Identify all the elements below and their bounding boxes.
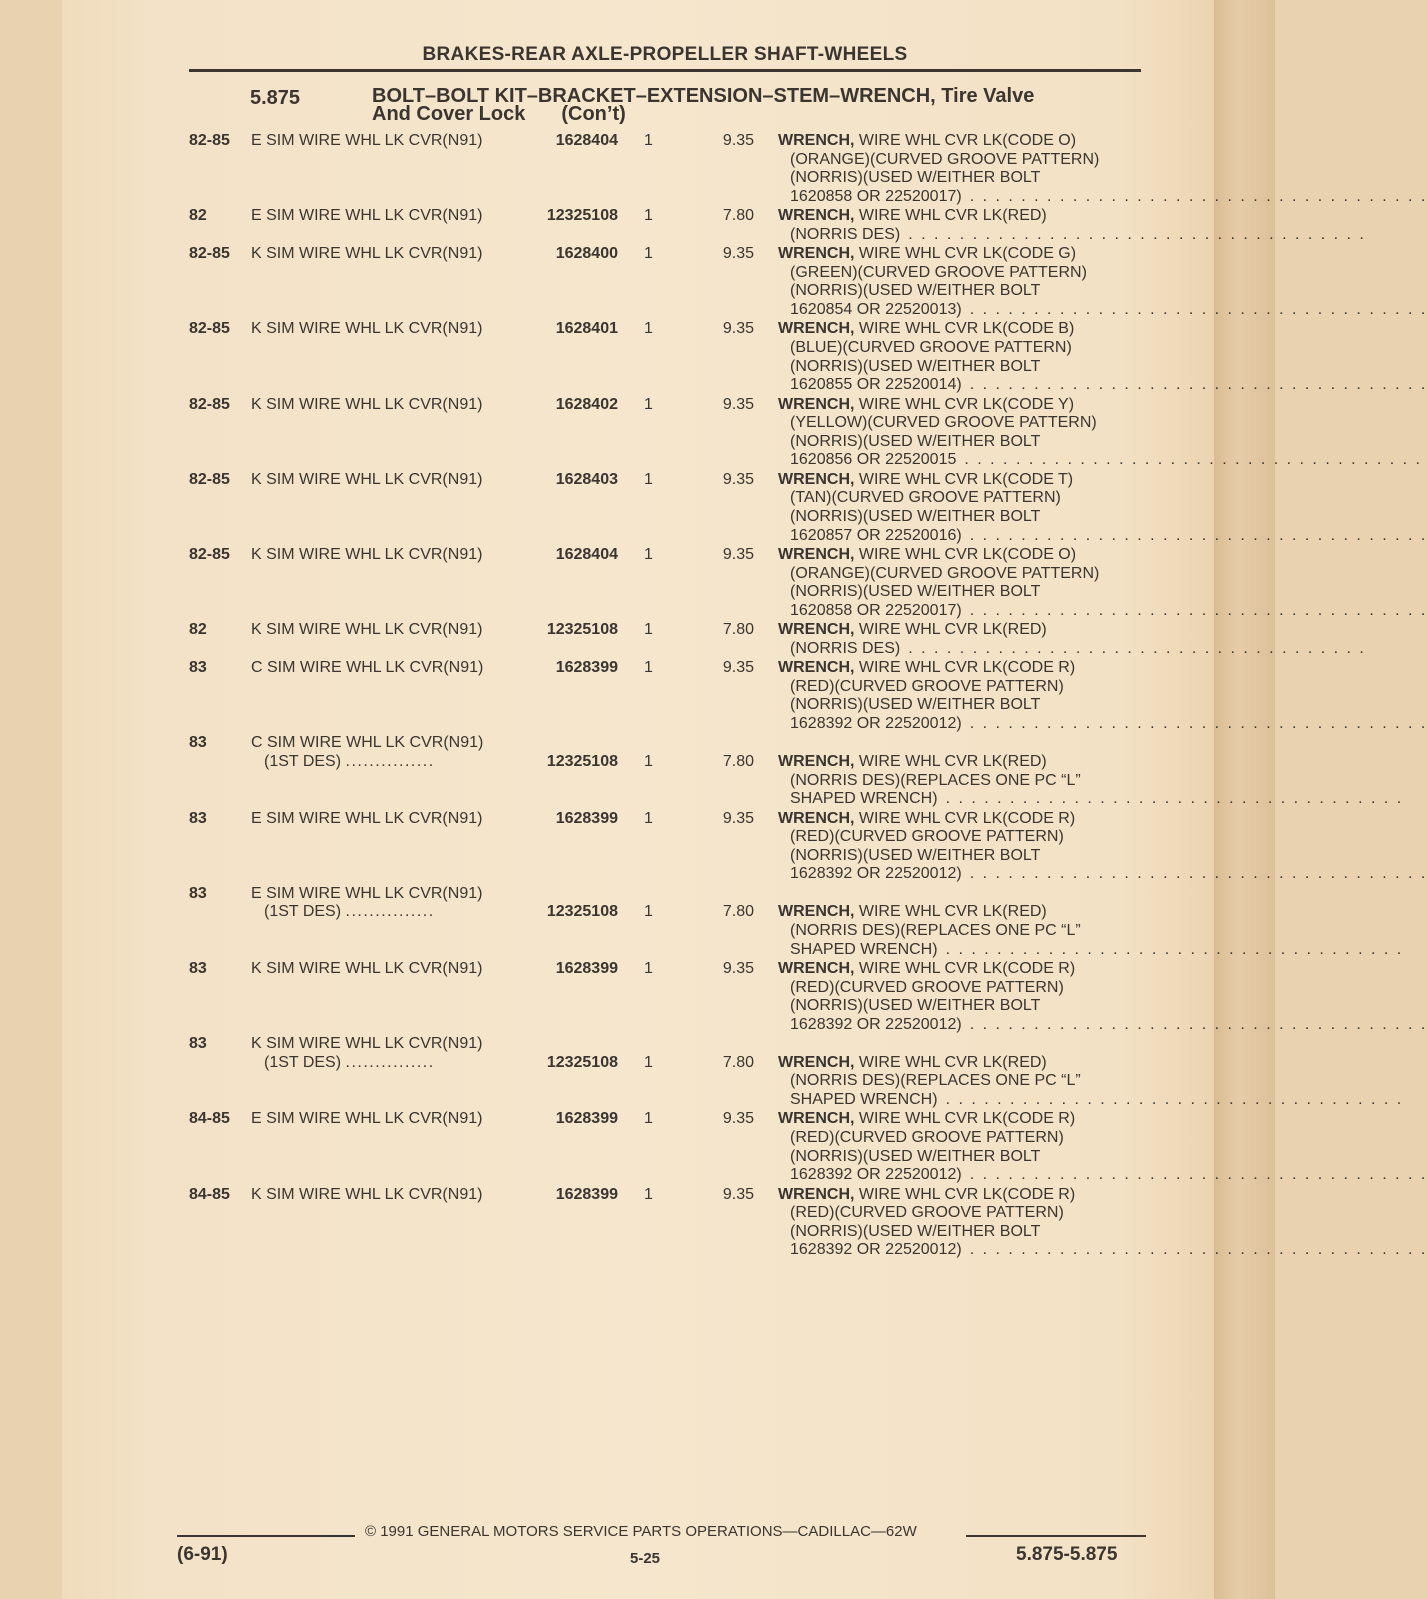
desc-head: WRENCH,	[778, 621, 855, 639]
desc-line: (RED)(CURVED GROOVE PATTERN)	[790, 677, 1064, 695]
model-year: 83	[189, 1035, 207, 1053]
model-description	[251, 245, 482, 264]
part-description: WRENCH, WIRE WHL CVR LK(CODE G) (GREEN)(CURVED GROOVE PATTERN) (NORRIS)(USED W/EITHER BOLT 1620854 OR 22520013) . . . . . . . . . . . . . . . . . . . . . . . . . . . . . . . . . . . .	[778, 245, 1427, 318]
desc-line: (NORRIS)(USED W/EITHER BOLT	[790, 1147, 1041, 1165]
desc-first: WIRE WHL CVR LK(RED)	[854, 621, 1047, 639]
model-year: 82-85	[189, 546, 230, 563]
desc-last: SHAPED WRENCH)	[790, 790, 938, 808]
part-number: 12325108	[546, 903, 618, 921]
desc-head: WRENCH,	[778, 903, 855, 921]
desc-line: (ORANGE)(CURVED GROOVE PATTERN)	[790, 150, 1100, 168]
price: 9.35	[722, 809, 754, 827]
part-number: 1628403	[555, 470, 618, 488]
desc-line: (NORRIS)(USED W/EITHER BOLT	[790, 169, 1041, 187]
model-name: C SIM WIRE WHL LK CVR(N91)	[251, 734, 484, 752]
model-year: 82	[189, 621, 207, 639]
quantity: 1	[644, 752, 653, 770]
desc-first: WIRE WHL CVR LK(RED)	[854, 903, 1047, 921]
model-year: 82-85	[189, 245, 230, 263]
desc-last: (NORRIS DES)	[790, 639, 901, 657]
price: 7.80	[722, 207, 754, 225]
model-description	[251, 659, 483, 678]
desc-head: WRENCH,	[778, 245, 855, 263]
model-description	[251, 960, 482, 979]
desc-first: WIRE WHL CVR LK(CODE R)	[854, 1110, 1076, 1128]
desc-head: WRENCH,	[778, 132, 855, 149]
page-header-title: BRAKES-REAR AXLE-PROPELLER SHAFT-WHEELS	[422, 44, 908, 65]
part-number: 1628399	[555, 1110, 618, 1128]
desc-line: (NORRIS)(USED W/EITHER BOLT	[790, 696, 1041, 714]
desc-head: WRENCH,	[778, 546, 855, 563]
part-description: WRENCH, WIRE WHL CVR LK(CODE R) (RED)(CURVED GROOVE PATTERN) (NORRIS)(USED W/EITHER BOLT 1628392 OR 22520012) . . . . . . . . . . . . . . . . . . . . . . . . . . . . . . . . . . . .	[778, 960, 1427, 1033]
desc-line: (BLUE)(CURVED GROOVE PATTERN)	[790, 338, 1072, 356]
part-number: 1628402	[555, 395, 618, 413]
model-year: 82	[189, 207, 207, 225]
model-description	[251, 1110, 482, 1129]
desc-line: (NORRIS)(USED W/EITHER BOLT	[790, 507, 1041, 525]
desc-head: WRENCH,	[778, 960, 855, 977]
part-number: 12325108	[546, 207, 618, 225]
model-name: C SIM WIRE WHL LK CVR(N91)	[251, 659, 484, 677]
model-name: E SIM WIRE WHL LK CVR(N91)	[251, 132, 483, 149]
desc-line: (RED)(CURVED GROOVE PATTERN)	[790, 1204, 1064, 1222]
section-continued: (Con’t)	[561, 103, 626, 125]
quantity: 1	[644, 132, 653, 149]
footer-copyright: © 1991 GENERAL MOTORS SERVICE PARTS OPERATIONS—CADILLAC—62W	[365, 1523, 917, 1540]
quantity: 1	[644, 395, 653, 413]
quantity: 1	[644, 1185, 653, 1203]
desc-head: WRENCH,	[778, 207, 855, 225]
model-year: 83	[189, 659, 207, 677]
desc-first: WIRE WHL CVR LK(CODE B)	[854, 320, 1075, 338]
price: 9.35	[722, 132, 754, 149]
model-description	[251, 132, 482, 151]
model-year: 82-85	[189, 395, 230, 413]
model-description: C SIM WIRE WHL LK CVR(N91) (1ST DES) ...............	[251, 734, 484, 770]
desc-last: 1620857 OR 22520016)	[790, 526, 962, 544]
desc-line: (RED)(CURVED GROOVE PATTERN)	[790, 978, 1064, 996]
model-name: E SIM WIRE WHL LK CVR(N91)	[251, 1110, 483, 1128]
desc-first: WIRE WHL CVR LK(CODE R)	[854, 1185, 1076, 1203]
desc-head: WRENCH,	[778, 1053, 855, 1071]
price: 9.35	[722, 470, 754, 488]
desc-last: 1620856 OR 22520015	[790, 451, 957, 469]
part-description: WRENCH, WIRE WHL CVR LK(RED) (NORRIS DES) . . . . . . . . . . . . . . . . . . . . . . . . . . . . . . . . . . . .	[778, 621, 1366, 657]
model-name: K SIM WIRE WHL LK CVR(N91)	[251, 546, 483, 563]
section-number: 5.875	[250, 87, 301, 109]
desc-head: WRENCH,	[778, 320, 855, 338]
quantity: 1	[644, 245, 653, 263]
model-name: K SIM WIRE WHL LK CVR(N91)	[251, 1185, 483, 1203]
model-name: E SIM WIRE WHL LK CVR(N91)	[251, 809, 483, 827]
model-year: 83	[189, 809, 207, 827]
desc-line: (RED)(CURVED GROOVE PATTERN)	[790, 828, 1064, 846]
desc-line: (NORRIS)(USED W/EITHER BOLT	[790, 583, 1041, 601]
desc-line: (NORRIS DES)(REPLACES ONE PC “L”	[790, 771, 1081, 789]
part-description: WRENCH, WIRE WHL CVR LK(CODE O) (ORANGE)(CURVED GROOVE PATTERN) (NORRIS)(USED W/EITHER BOLT 1620858 OR 22520017) . . . . . . . . . . . . . . . . . . . . . . . . . . . . . . . . . . . .	[778, 546, 1427, 619]
quantity: 1	[644, 809, 653, 827]
part-description: WRENCH, WIRE WHL CVR LK(RED) (NORRIS DES)(REPLACES ONE PC “L” SHAPED WRENCH) . . . . . . . . . . . . . . . . . . . . . . . . . . . . . . . . . . . .	[778, 1053, 1404, 1108]
model-description: E SIM WIRE WHL LK CVR(N91) (1ST DES) ...............	[251, 884, 483, 921]
part-description: WRENCH, WIRE WHL CVR LK(CODE R) (RED)(CURVED GROOVE PATTERN) (NORRIS)(USED W/EITHER BOLT 1628392 OR 22520012) . . . . . . . . . . . . . . . . . . . . . . . . . . . . . . . . . . . .	[778, 1185, 1427, 1259]
desc-last: 1628392 OR 22520012)	[790, 865, 962, 883]
desc-head: WRENCH,	[778, 1185, 855, 1203]
model-name: K SIM WIRE WHL LK CVR(N91)	[251, 470, 483, 488]
model-description	[251, 1186, 482, 1205]
model-sub: (1ST DES)	[264, 752, 342, 770]
part-description: WRENCH, WIRE WHL CVR LK(RED) (NORRIS DES)(REPLACES ONE PC “L” SHAPED WRENCH) . . . . . . . . . . . . . . . . . . . . . . . . . . . . . . . . . . . .	[778, 752, 1404, 808]
part-description: WRENCH, WIRE WHL CVR LK(CODE R) (RED)(CURVED GROOVE PATTERN) (NORRIS)(USED W/EITHER BOLT 1628392 OR 22520012) . . . . . . . . . . . . . . . . . . . . . . . . . . . . . . . . . . . .	[778, 809, 1427, 883]
model-name: E SIM WIRE WHL LK CVR(N91)	[251, 884, 483, 902]
desc-last: 1628392 OR 22520012)	[790, 1015, 962, 1033]
price: 9.35	[722, 395, 754, 413]
quantity: 1	[644, 207, 653, 225]
model-description	[251, 320, 482, 339]
quantity: 1	[644, 1053, 653, 1071]
desc-line: (RED)(CURVED GROOVE PATTERN)	[790, 1128, 1064, 1146]
desc-first: WIRE WHL CVR LK(CODE Y)	[854, 395, 1075, 413]
footer-rule-left	[177, 1535, 355, 1537]
desc-last: 1620858 OR 22520017)	[790, 187, 962, 205]
desc-last: 1620855 OR 22520014)	[790, 376, 962, 394]
desc-head: WRENCH,	[778, 395, 855, 413]
desc-first: WIRE WHL CVR LK(RED)	[854, 1053, 1047, 1071]
model-name: K SIM WIRE WHL LK CVR(N91)	[251, 1035, 483, 1053]
quantity: 1	[644, 470, 653, 488]
footer-rule-right	[966, 1535, 1146, 1537]
model-year: 82-85	[189, 320, 230, 338]
desc-last: SHAPED WRENCH)	[790, 1090, 938, 1108]
footer-page-number: 5-25	[630, 1550, 661, 1567]
desc-line: (ORANGE)(CURVED GROOVE PATTERN)	[790, 564, 1100, 582]
quantity: 1	[644, 1110, 653, 1128]
price: 9.35	[722, 1185, 754, 1203]
part-description: WRENCH, WIRE WHL CVR LK(CODE B) (BLUE)(CURVED GROOVE PATTERN) (NORRIS)(USED W/EITHER BOLT 1620855 OR 22520014) . . . . . . . . . . . . . . . . . . . . . . . . . . . . . . . . . . . .	[778, 320, 1427, 394]
model-name: K SIM WIRE WHL LK CVR(N91)	[251, 245, 483, 263]
price: 9.35	[722, 320, 754, 338]
part-number: 1628399	[555, 809, 618, 827]
desc-line: (NORRIS)(USED W/EITHER BOLT	[790, 282, 1041, 300]
desc-first: WIRE WHL CVR LK(CODE T)	[854, 470, 1074, 488]
desc-first: WIRE WHL CVR LK(CODE R)	[854, 809, 1076, 827]
model-name: K SIM WIRE WHL LK CVR(N91)	[251, 960, 483, 977]
desc-first: WIRE WHL CVR LK(RED)	[854, 752, 1047, 770]
part-description: WRENCH, WIRE WHL CVR LK(CODE R) (RED)(CURVED GROOVE PATTERN) (NORRIS)(USED W/EITHER BOLT 1628392 OR 22520012) . . . . . . . . . . . . . . . . . . . . . . . . . . . . . . . . . . . .	[778, 1110, 1427, 1184]
price: 9.35	[722, 245, 754, 263]
model-description	[251, 471, 482, 490]
desc-last: 1620854 OR 22520013)	[790, 300, 962, 318]
desc-first: WIRE WHL CVR LK(CODE G)	[854, 245, 1077, 263]
desc-head: WRENCH,	[778, 470, 855, 488]
model-year: 83	[189, 734, 207, 752]
part-description: WRENCH, WIRE WHL CVR LK(RED) (NORRIS DES)(REPLACES ONE PC “L” SHAPED WRENCH) . . . . . . . . . . . . . . . . . . . . . . . . . . . . . . . . . . . .	[778, 903, 1404, 958]
desc-line: (NORRIS DES)(REPLACES ONE PC “L”	[790, 1072, 1081, 1090]
price: 9.35	[722, 546, 754, 563]
model-year: 84-85	[189, 1185, 230, 1203]
header-rule	[189, 69, 1141, 72]
desc-last: 1628392 OR 22520012)	[790, 714, 962, 732]
model-description	[251, 207, 482, 226]
part-number: 1628400	[555, 245, 618, 263]
model-name: K SIM WIRE WHL LK CVR(N91)	[251, 621, 483, 639]
quantity: 1	[644, 903, 653, 921]
desc-first: WIRE WHL CVR LK(CODE R)	[854, 960, 1076, 977]
part-description: WRENCH, WIRE WHL CVR LK(CODE Y) (YELLOW)(CURVED GROOVE PATTERN) (NORRIS)(USED W/EITHER BOLT 1620856 OR 22520015 . . . . . . . . . . . . . . . . . . . . . . . . . . . . . . . . . . . .	[778, 395, 1422, 469]
desc-line: (YELLOW)(CURVED GROOVE PATTERN)	[790, 414, 1097, 432]
quantity: 1	[644, 546, 653, 563]
desc-head: WRENCH,	[778, 659, 855, 677]
model-year: 82-85	[189, 132, 230, 149]
model-description	[251, 621, 482, 640]
desc-line: (TAN)(CURVED GROOVE PATTERN)	[790, 489, 1061, 507]
part-number: 12325108	[546, 621, 618, 639]
price: 7.80	[722, 1053, 754, 1071]
part-description: WRENCH, WIRE WHL CVR LK(CODE R) (RED)(CURVED GROOVE PATTERN) (NORRIS)(USED W/EITHER BOLT 1628392 OR 22520012) . . . . . . . . . . . . . . . . . . . . . . . . . . . . . . . . . . . .	[778, 659, 1427, 732]
part-number: 1628404	[555, 132, 618, 149]
part-number: 12325108	[546, 752, 618, 770]
section-title-line2: And Cover Lock	[372, 103, 526, 125]
model-name: K SIM WIRE WHL LK CVR(N91)	[251, 320, 483, 338]
quantity: 1	[644, 960, 653, 977]
model-description	[251, 546, 482, 565]
desc-last: 1620858 OR 22520017)	[790, 601, 962, 619]
model-description: K SIM WIRE WHL LK CVR(N91) (1ST DES) ...............	[251, 1035, 483, 1071]
desc-last: 1628392 OR 22520012)	[790, 1241, 962, 1259]
model-sub: (1ST DES)	[264, 1053, 342, 1071]
quantity: 1	[644, 659, 653, 677]
desc-line: (NORRIS)(USED W/EITHER BOLT	[790, 997, 1041, 1015]
desc-first: WIRE WHL CVR LK(CODE O)	[854, 546, 1077, 563]
desc-line: (NORRIS)(USED W/EITHER BOLT	[790, 1222, 1041, 1240]
price: 7.80	[722, 752, 754, 770]
footer-date-code: (6-91)	[177, 1544, 228, 1565]
model-description	[251, 810, 482, 829]
part-number: 12325108	[546, 1053, 618, 1071]
desc-first: WIRE WHL CVR LK(RED)	[854, 207, 1047, 225]
desc-line: (GREEN)(CURVED GROOVE PATTERN)	[790, 263, 1087, 281]
desc-first: WIRE WHL CVR LK(CODE R)	[854, 659, 1076, 677]
desc-first: WIRE WHL CVR LK(CODE O)	[854, 132, 1077, 149]
price: 7.80	[722, 903, 754, 921]
model-year: 84-85	[189, 1110, 230, 1128]
price: 9.35	[722, 960, 754, 977]
quantity: 1	[644, 621, 653, 639]
desc-line: (NORRIS)(USED W/EITHER BOLT	[790, 357, 1041, 375]
model-sub: (1ST DES)	[264, 903, 342, 921]
desc-last: SHAPED WRENCH)	[790, 940, 938, 958]
price: 9.35	[722, 659, 754, 677]
section-title-line1: BOLT–BOLT KIT–BRACKET–EXTENSION–STEM–WRENCH, Tire Valve	[372, 85, 1035, 107]
footer-section-range: 5.875-5.875	[1016, 1544, 1118, 1565]
part-number: 1628401	[555, 320, 618, 338]
part-number: 1628399	[555, 960, 618, 977]
desc-head: WRENCH,	[778, 752, 855, 770]
part-description: WRENCH, WIRE WHL CVR LK(CODE O) (ORANGE)(CURVED GROOVE PATTERN) (NORRIS)(USED W/EITHER BOLT 1620858 OR 22520017) . . . . . . . . . . . . . . . . . . . . . . . . . . . . . . . . . . . .	[778, 132, 1427, 205]
model-year: 83	[189, 960, 207, 977]
desc-last: 1628392 OR 22520012)	[790, 1166, 962, 1184]
section-title	[372, 87, 1132, 123]
model-year: 82-85	[189, 470, 230, 488]
quantity: 1	[644, 320, 653, 338]
part-number: 1628404	[555, 546, 618, 563]
desc-head: WRENCH,	[778, 1110, 855, 1128]
part-description: WRENCH, WIRE WHL CVR LK(CODE T) (TAN)(CURVED GROOVE PATTERN) (NORRIS)(USED W/EITHER BOLT 1620857 OR 22520016) . . . . . . . . . . . . . . . . . . . . . . . . . . . . . . . . . . . .	[778, 470, 1427, 544]
desc-last: (NORRIS DES)	[790, 225, 901, 243]
model-description	[251, 396, 482, 415]
model-name: E SIM WIRE WHL LK CVR(N91)	[251, 207, 483, 225]
part-number: 1628399	[555, 1185, 618, 1203]
desc-head: WRENCH,	[778, 809, 855, 827]
part-description: WRENCH, WIRE WHL CVR LK(RED) (NORRIS DES) . . . . . . . . . . . . . . . . . . . . . . . . . . . . . . . . . . . .	[778, 207, 1366, 243]
model-year: 83	[189, 884, 207, 902]
part-number: 1628399	[555, 659, 618, 677]
desc-line: (NORRIS)(USED W/EITHER BOLT	[790, 846, 1041, 864]
desc-line: (NORRIS DES)(REPLACES ONE PC “L”	[790, 921, 1081, 939]
model-name: K SIM WIRE WHL LK CVR(N91)	[251, 395, 483, 413]
price: 7.80	[722, 621, 754, 639]
price: 9.35	[722, 1110, 754, 1128]
desc-line: (NORRIS)(USED W/EITHER BOLT	[790, 432, 1041, 450]
